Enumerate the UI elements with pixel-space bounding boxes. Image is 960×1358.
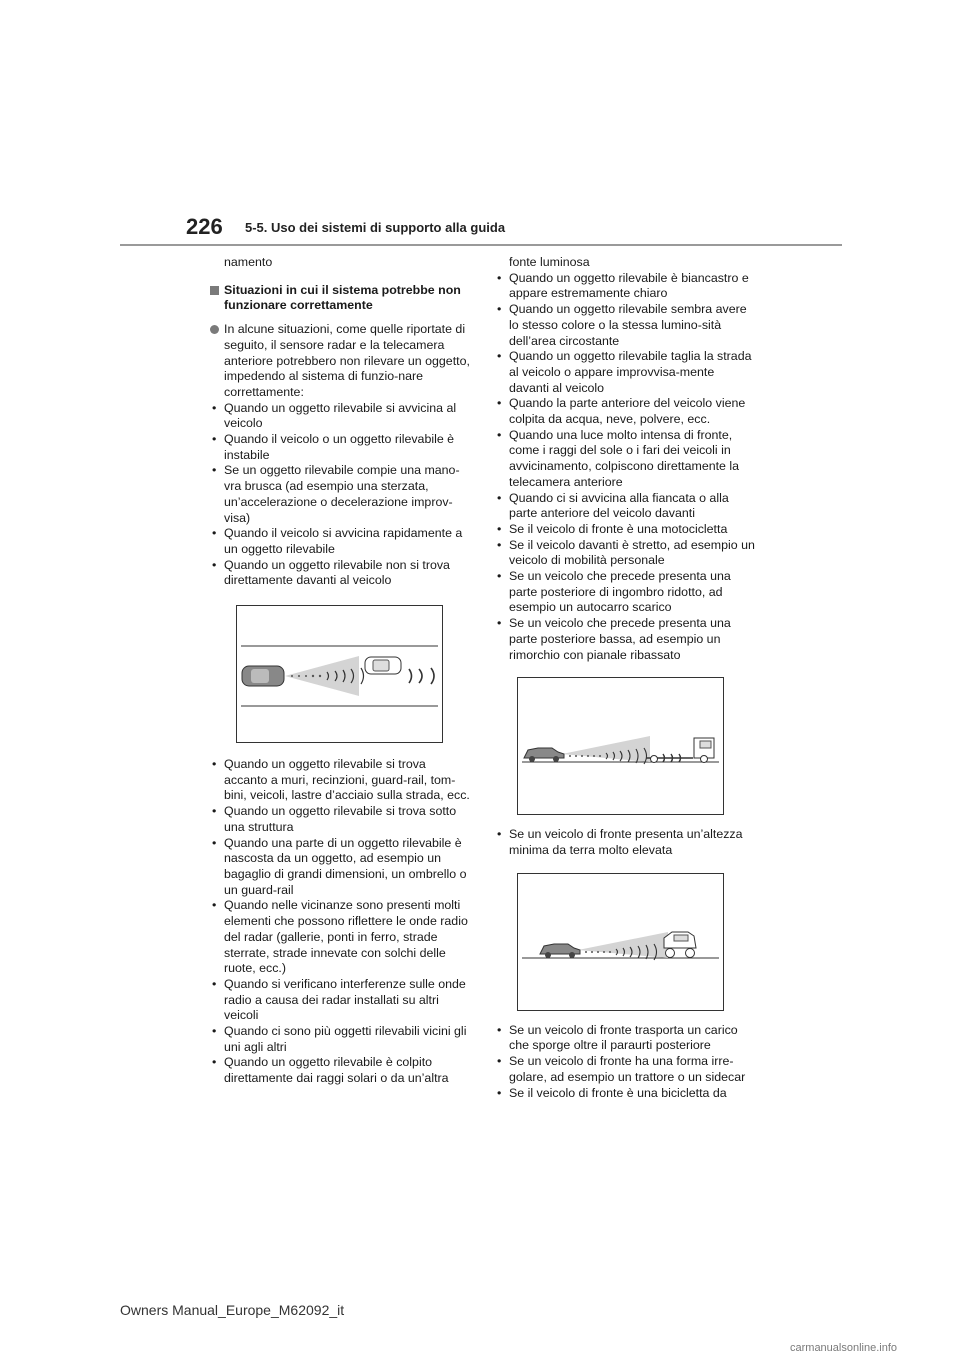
list-item: • Quando una luce molto intensa di fronte, come i raggi del sole o i fari dei veicoli in avvicinamento, colpiscono direttamente la telecamera anteriore [495,428,757,491]
own-car-icon [524,748,564,762]
list-item: • Se un veicolo che precede presenta una parte posteriore di ingombro ridotto, ad esempio un autocarro scarico [495,569,757,616]
continuation-text: fonte luminosa [509,255,590,269]
bullet-list-right-a [495,271,757,664]
suv-icon [664,932,696,958]
list-item: • Quando la parte anteriore del veicolo viene colpita da acqua, neve, polvere, ecc. [495,396,757,427]
own-car-icon [540,944,580,958]
list-item: • Se il veicolo di fronte è una bicicletta da [495,1086,757,1102]
truck-low-rear-illustration [517,677,724,815]
list-item: • Quando un oggetto rilevabile si trova sotto una struttura [210,804,472,835]
list-item: • Se un veicolo di fronte ha una forma irre-golare, ad esempio un trattore o un sidecar [495,1054,757,1085]
list-item: • Quando un oggetto rilevabile è colpito direttamente dai raggi solari o da un’altra [210,1055,472,1086]
list-item: • Quando un oggetto rilevabile si avvicina al veicolo [210,401,472,432]
circle-bullet-icon [210,325,219,334]
bullet-list-right-c [495,1023,757,1102]
list-item: • Se un oggetto rilevabile compie una mano-vra brusca (ad esempio una sterzata, un’accelerazione o decelerazione improv-visa) [210,463,472,526]
list-item: • Quando il veicolo o un oggetto rilevabile è instabile [210,432,472,463]
bullet-list-right-b [495,827,757,858]
high-clearance-vehicle-illustration [517,873,724,1011]
list-item: • Quando un oggetto rilevabile è biancastro e appare estremamente chiaro [495,271,757,302]
bullet-list-left-a [210,401,472,589]
list-item: • Quando un oggetto rilevabile si trova accanto a muri, recinzioni, guard-rail, tom-bini, veicoli, lastre d’acciaio sulla strada, ecc. [210,757,472,804]
list-item: • Se il veicolo davanti è stretto, ad esempio un veicolo di mobilità personale [495,538,757,569]
subsection-heading [210,283,472,314]
document-footer: Owners Manual_Europe_M62092_it [120,1302,345,1318]
list-item: • Se un veicolo di fronte presenta un’altezza minima da terra molto elevata [495,827,757,858]
list-item: • Quando ci si avvicina alla fiancata o alla parte anteriore del veicolo davanti [495,491,757,522]
watermark: carmanualsonline.info [790,1342,898,1354]
list-item: • Quando ci sono più oggetti rilevabili vicini gli uni agli altri [210,1024,472,1055]
section-title: 5-5. Uso dei sistemi di supporto alla guida [245,220,506,235]
left-column [210,255,472,1087]
square-bullet-icon [210,286,219,295]
target-car-icon [365,657,401,674]
bullet-list-left-b [210,757,472,1087]
list-item: • Quando un oggetto rilevabile taglia la strada al veicolo o appare improvvisa-mente davanti al veicolo [495,349,757,396]
intro-text: namento [224,255,273,269]
list-item: • Se un veicolo che precede presenta una parte posteriore bassa, ad esempio un rimorchio con pianale ribassato [495,616,757,663]
header-divider [120,244,842,246]
list-item: • Se un veicolo di fronte trasporta un carico che sporge oltre il paraurti posteriore [495,1023,757,1054]
own-car-icon [242,666,284,686]
radar-side-approach-illustration [236,605,443,743]
list-item: • Quando nelle vicinanze sono presenti molti elementi che possono riflettere le onde radio del radar (gallerie, ponti in ferro, strade sterrate, strade innevate con solchi delle ruote, ecc.) [210,898,472,977]
list-item: • Quando un oggetto rilevabile non si trova direttamente davanti al veicolo [210,558,472,589]
list-item: • Quando un oggetto rilevabile sembra avere lo stesso colore o la stessa lumino-sità dell’area circostante [495,302,757,349]
circle-paragraph [210,322,472,401]
list-item: • Se il veicolo di fronte è una motocicletta [495,522,757,538]
right-column [495,255,757,1101]
list-item: • Quando una parte di un oggetto rilevabile è nascosta da un oggetto, ad esempio un bagaglio di grandi dimensioni, un ombrello o un guard-rail [210,836,472,899]
circle-paragraph-text: In alcune situazioni, come quelle riportate di seguito, il sensore radar e la telecamera anteriore potrebbero non rilevare un oggetto, impedendo al sistema di funzio-nare correttamente: [224,322,470,399]
list-item: • Quando si verificano interferenze sulle onde radio a causa dei radar installati su altri veicoli [210,977,472,1024]
subsection-heading-text: Situazioni in cui il sistema potrebbe non funzionare correttamente [224,282,461,313]
page-number: 226 [186,214,223,239]
list-item: • Quando il veicolo si avvicina rapidamente a un oggetto rilevabile [210,526,472,557]
